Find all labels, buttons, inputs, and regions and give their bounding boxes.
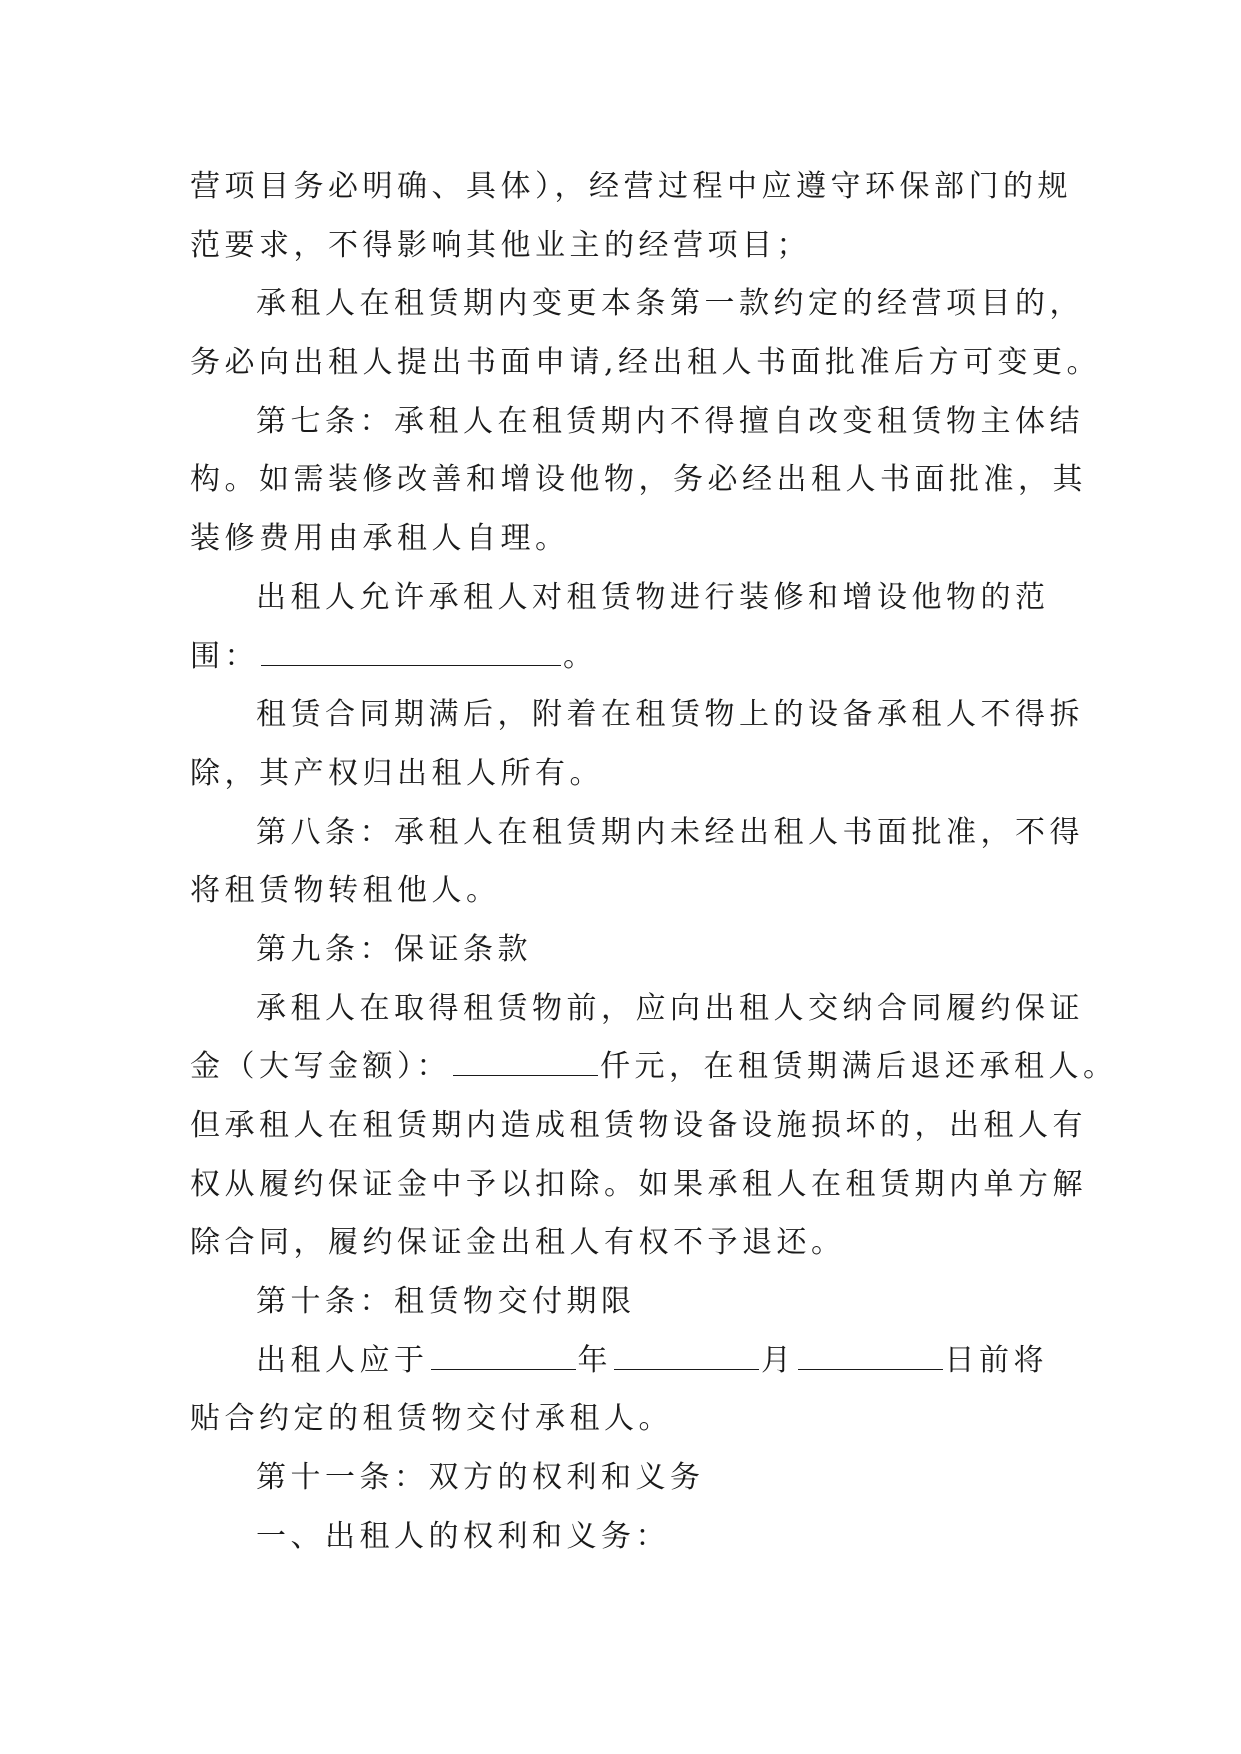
text-line: 第十一条：双方的权利和义务 xyxy=(256,1460,705,1496)
scope-period: 。 xyxy=(563,638,598,674)
day-label: 日前将 xyxy=(944,1342,1048,1378)
month-label: 月 xyxy=(761,1342,796,1378)
text-line: 租赁合同期满后，附着在租赁物上的设备承租人不得拆 xyxy=(256,697,1084,733)
article-10-heading xyxy=(190,1273,1050,1332)
text-line: 第八条：承租人在租赁期内未经出租人书面批准，不得 xyxy=(256,814,1084,850)
paragraph-business-scope xyxy=(190,158,1072,275)
text-line: 一、出租人的权利和义务： xyxy=(256,1518,670,1554)
document-body xyxy=(190,158,1118,1567)
text-line xyxy=(190,628,1050,687)
article-9-body xyxy=(190,980,1118,1273)
text-line: 权从履约保证金中予以扣除。如果承租人在租赁期内单方解 xyxy=(190,1166,1087,1202)
text-line: 承租人在取得租赁物前，应向出租人交纳合同履约保证 xyxy=(256,990,1084,1026)
deposit-amount-blank-field[interactable] xyxy=(453,1049,598,1076)
text-line: 除合同，履约保证金出租人有权不予退还。 xyxy=(190,1225,846,1261)
scope-blank-field[interactable] xyxy=(261,639,561,666)
text-line: 承租人在租赁期内变更本条第一款约定的经营项目的， xyxy=(256,286,1084,322)
text-line: 第十条：租赁物交付期限 xyxy=(256,1284,636,1320)
text-line: 将租赁物转租他人。 xyxy=(190,873,501,909)
deposit-unit-text: 仟元，在租赁期满后退还承租人。 xyxy=(600,1049,1118,1085)
delivery-month-blank-field[interactable] xyxy=(614,1343,759,1370)
text-line: 营项目务必明确、具体），经营过程中应遵守环保部门的规 xyxy=(190,169,1072,204)
text-line xyxy=(190,1332,1050,1391)
text-line: 范要求，不得影响其他业主的经营项目； xyxy=(190,227,811,263)
paragraph-decoration-scope xyxy=(190,569,1050,686)
text-line: 第七条：承租人在租赁期内不得擅自改变租赁物主体结 xyxy=(256,403,1084,439)
delivery-label: 出租人应于 xyxy=(256,1342,429,1378)
text-line: 但承租人在租赁期内造成租赁物设备设施损坏的，出租人有 xyxy=(190,1108,1087,1143)
article-8 xyxy=(190,804,1084,921)
article-11-heading xyxy=(190,1449,1050,1508)
delivery-year-blank-field[interactable] xyxy=(431,1343,576,1370)
scope-label: 围： xyxy=(190,638,259,674)
text-line: 贴合约定的租赁物交付承租人。 xyxy=(190,1401,673,1437)
lessor-rights-heading xyxy=(190,1508,1050,1567)
year-label: 年 xyxy=(577,1342,612,1378)
paragraph-change-business xyxy=(190,275,1102,392)
text-line: 除，其产权归出租人所有。 xyxy=(190,755,604,791)
text-line: 构。如需装修改善和增设他物，务必经出租人书面批准，其 xyxy=(190,462,1087,498)
text-line: 出租人允许承租人对租赁物进行装修和增设他物的范 xyxy=(256,579,1050,615)
article-10-body xyxy=(190,1332,1050,1449)
text-line: 装修费用由承租人自理。 xyxy=(190,521,570,557)
text-line xyxy=(190,1038,1118,1097)
article-7 xyxy=(190,393,1087,569)
text-line: 第九条：保证条款 xyxy=(256,931,532,967)
paragraph-equipment-ownership xyxy=(190,686,1084,803)
delivery-day-blank-field[interactable] xyxy=(798,1343,943,1370)
text-line: 务必向出租人提出书面申请,经出租人书面批准后方可变更。 xyxy=(190,345,1102,381)
article-9-heading xyxy=(190,921,1050,980)
deposit-label: 金（大写金额）： xyxy=(190,1049,451,1085)
